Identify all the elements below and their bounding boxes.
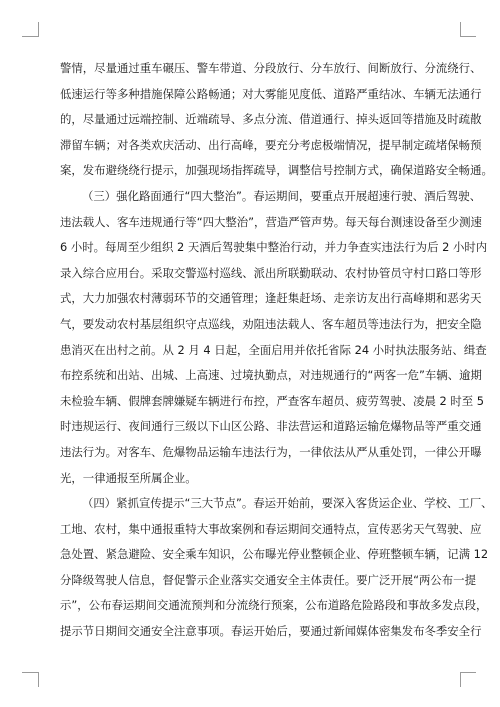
text-line: 违法载人、客车违规通行等“四大整治”，营造严管声势。每天每台测速设备至少测速 [60,214,482,229]
text-line: 案，发布避绕绕行提示，加强现场指挥疏导，调整信号控制方式，确保道路安全畅通。 [60,163,493,178]
text-line: 气，要发动农村基层组织守点巡线，劝阻违法载人、客车超员等违法行为，把安全隐 [60,316,482,331]
text-line: （四）紧抓宣传提示“三大节点”。春运开始前，要深入客货运企业、学校、工厂、 [82,496,493,511]
text-line: 布控系统和出站、出城、上高速、过境执勤点，对违规通行的“两客一危”车辆、逾期 [60,368,482,383]
text-line: 提示节日期间交通安全注意事项。春运开始后，要通过新闻媒体密集发布冬季安全行 [60,624,482,639]
body-text [60,56,493,645]
text-line: 式，大力加强农村薄弱环节的交通管理；逢赶集赶场、走亲访友出行高峰期和恶劣天 [60,291,482,306]
text-line: 急处置、紧急避险、安全乘车知识，公布曝光停业整顿企业、停班整顿车辆，记满 12 [60,547,489,562]
text-line: 的，尽量通过远端控制、近端疏导、多点分流、借道通行、掉头返回等措施及时疏散 [60,112,482,127]
text-line: 滞留车辆；对各类欢庆活动、出行高峰，要充分考虑极端情况，提早制定疏堵保畅预 [60,137,482,152]
text-line: 工地、农村，集中通报重特大事故案例和春运期间交通特点，宣传恶劣天气驾驶、应 [60,521,482,536]
text-line: 示”，公布春运期间交通流预判和分流绕行预案，公布道路危险路段和事故多发点段， [60,598,488,613]
paragraph-publicity [60,491,493,645]
text-line: 患消灭在出村之前。从 2 月 4 日起，全面启用并依托省际 24 小时执法服务站、缉查 [60,342,487,357]
paragraph-road-enforcement [60,184,488,491]
text-line: 低速运行等多种措施保障公路畅通；对大雾能见度低、道路严重结冰、车辆无法通行 [60,86,482,101]
text-line: 录入综合应用台。采取交警巡村巡线、派出所联勤联动、农村协管员守村口路口等形 [60,265,482,280]
paragraph-traffic-measures [60,56,493,184]
text-line: 时违规运行、夜间通行三级以下山区公路、非法营运和道路运输危爆物品等严重交通 [60,419,482,434]
text-line: 光，一律通报至所属企业。 [60,470,197,485]
text-line: 违法行为。对客车、危爆物品运输车违法行为，一律依法从严从重处罚，一律公开曝 [60,444,482,459]
text-line: 分降级驾驶人信息，督促警示企业落实交通安全主体责任。要广泛开展“两公布一提 [60,572,476,587]
text-line: （三）强化路面通行“四大整治”。春运期间，要重点开展超速行驶、酒后驾驶、 [82,188,482,203]
text-line: 6 小时。每周至少组织 2 天酒后驾驶集中整治行动，并力争查实违法行为后 2 小时内 [60,240,488,255]
text-line: 警情，尽量通过重车碾压、警车带道、分段放行、分车放行、间断放行、分流绕行、 [60,61,482,75]
text-line: 未检验车辆、假牌套牌嫌疑车辆进行布控，严查客车超员、疲劳驾驶、凌晨 2 时至 5 [60,393,485,408]
